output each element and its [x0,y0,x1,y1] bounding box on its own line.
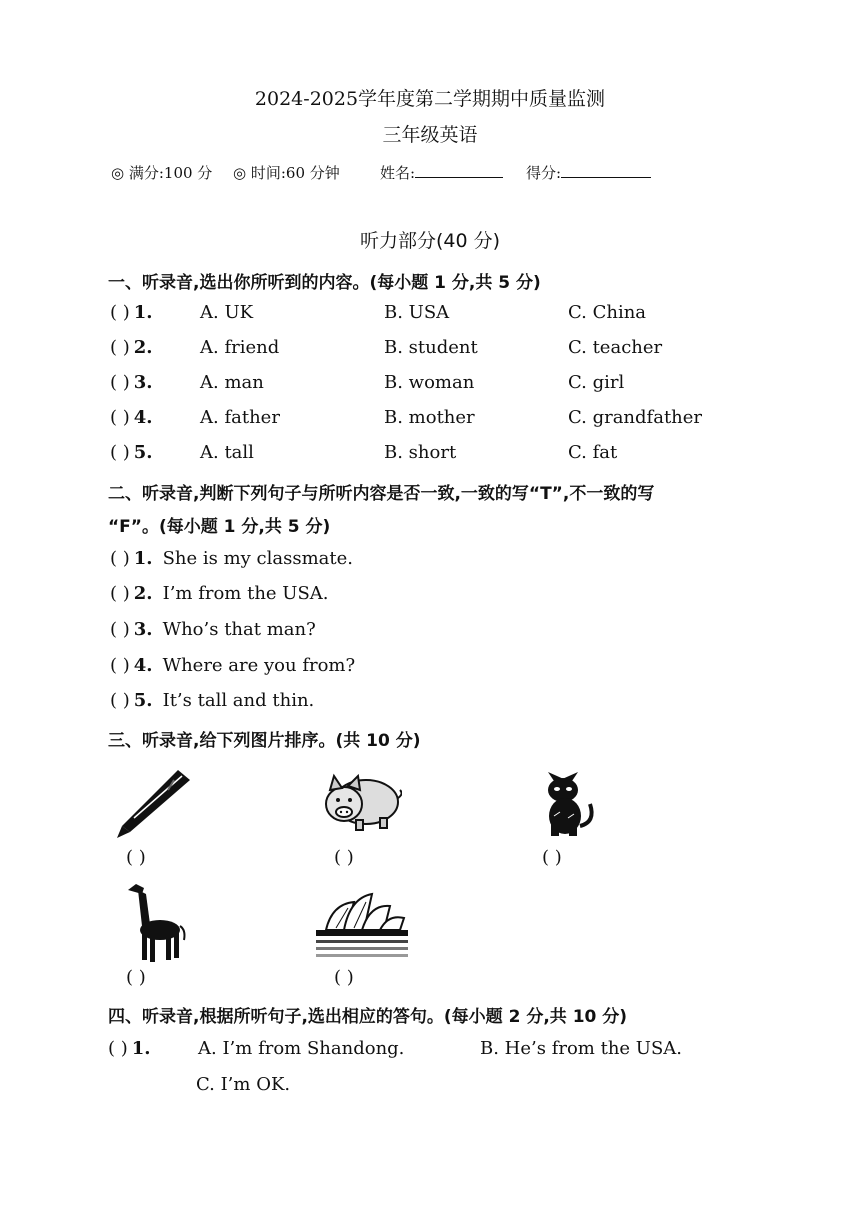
option-c: C. fat [568,442,618,463]
option-a: A. UK [200,302,254,323]
option-b: B. USA [384,302,450,323]
name-field[interactable] [380,162,503,183]
answer-blank[interactable]: ( ) [110,619,130,640]
option-a: A. father [200,407,280,428]
question-row [108,1038,151,1059]
option-c: C. I’m OK. [196,1074,291,1095]
option-c: C. grandfather [568,407,703,428]
answer-blank[interactable]: ( ) [110,337,130,358]
answer-blank[interactable]: ( ) [110,655,130,676]
answer-blank[interactable]: ( ) [110,690,130,711]
answer-blank[interactable]: ( ) [110,442,130,463]
listening-heading: 听力部分(40 分) [359,230,501,252]
question-number: 4. [133,655,153,676]
tf-row [110,619,316,640]
question-number: 4. [133,407,153,428]
tf-sentence: It’s tall and thin. [162,690,315,711]
picture-order-blank[interactable]: ( ) [542,847,562,868]
section2-heading-line2: “F”。(每小题 1 分,共 5 分) [108,517,331,537]
picture-order-blank[interactable]: ( ) [334,967,354,988]
option-b: B. short [384,442,457,463]
section1-heading: 一、听录音,选出你所听到的内容。(每小题 1 分,共 5 分) [108,273,541,293]
answer-blank[interactable]: ( ) [110,583,130,604]
answer-blank[interactable]: ( ) [108,1038,128,1059]
question-number: 2. [133,583,153,604]
option-a: A. man [200,372,264,393]
question-number: 5. [133,442,153,463]
tf-row [110,583,329,604]
answer-blank[interactable]: ( ) [110,548,130,569]
score-blank[interactable] [561,163,651,178]
question-number: 5. [133,690,153,711]
question-row [110,407,153,428]
giraffe-picture [124,880,192,964]
time-limit: ◎ 时间:60 分钟 [233,164,340,182]
question-number: 1. [131,1038,151,1059]
name-blank[interactable] [415,163,503,178]
question-row [110,337,153,358]
pen-picture [112,766,196,840]
option-b: B. woman [384,372,475,393]
question-row [110,442,153,463]
option-b: B. student [384,337,478,358]
cat-picture [538,766,600,838]
tf-sentence: She is my classmate. [162,548,354,569]
picture-order-blank[interactable]: ( ) [334,847,354,868]
full-score: ◎ 满分:100 分 [111,164,213,182]
question-row [110,372,153,393]
question-number: 3. [133,372,153,393]
question-number: 2. [133,337,153,358]
section3-heading: 三、听录音,给下列图片排序。(共 10 分) [108,731,421,751]
question-number: 1. [133,548,153,569]
tf-row [110,655,355,676]
option-b: B. He’s from the USA. [480,1038,683,1059]
opera-house-picture [314,884,410,962]
score-label: 得分: [526,164,562,182]
section4-heading: 四、听录音,根据所听句子,选出相应的答句。(每小题 2 分,共 10 分) [108,1007,628,1027]
exam-subtitle: 三年级英语 [382,124,478,146]
option-b: B. mother [384,407,475,428]
tf-row [110,548,353,569]
option-c: C. teacher [568,337,663,358]
option-a: A. friend [200,337,280,358]
pig-picture [320,772,402,834]
option-a: A. I’m from Shandong. [198,1038,405,1059]
answer-blank[interactable]: ( ) [110,407,130,428]
tf-sentence: Who’s that man? [162,619,316,640]
answer-blank[interactable]: ( ) [110,372,130,393]
tf-row [110,690,314,711]
question-number: 3. [133,619,153,640]
tf-sentence: I’m from the USA. [162,583,329,604]
exam-title: 2024-2025学年度第二学期期中质量监测 [254,88,606,110]
option-c: C. China [568,302,647,323]
tf-sentence: Where are you from? [162,655,356,676]
option-a: A. tall [200,442,254,463]
question-row [110,302,153,323]
picture-order-blank[interactable]: ( ) [126,847,146,868]
section2-heading-line1: 二、听录音,判断下列句子与所听内容是否一致,一致的写“T”,不一致的写 [108,484,655,504]
name-label: 姓名: [380,164,416,182]
answer-blank[interactable]: ( ) [110,302,130,323]
picture-order-blank[interactable]: ( ) [126,967,146,988]
option-c: C. girl [568,372,625,393]
question-number: 1. [133,302,153,323]
score-field[interactable] [526,162,651,183]
